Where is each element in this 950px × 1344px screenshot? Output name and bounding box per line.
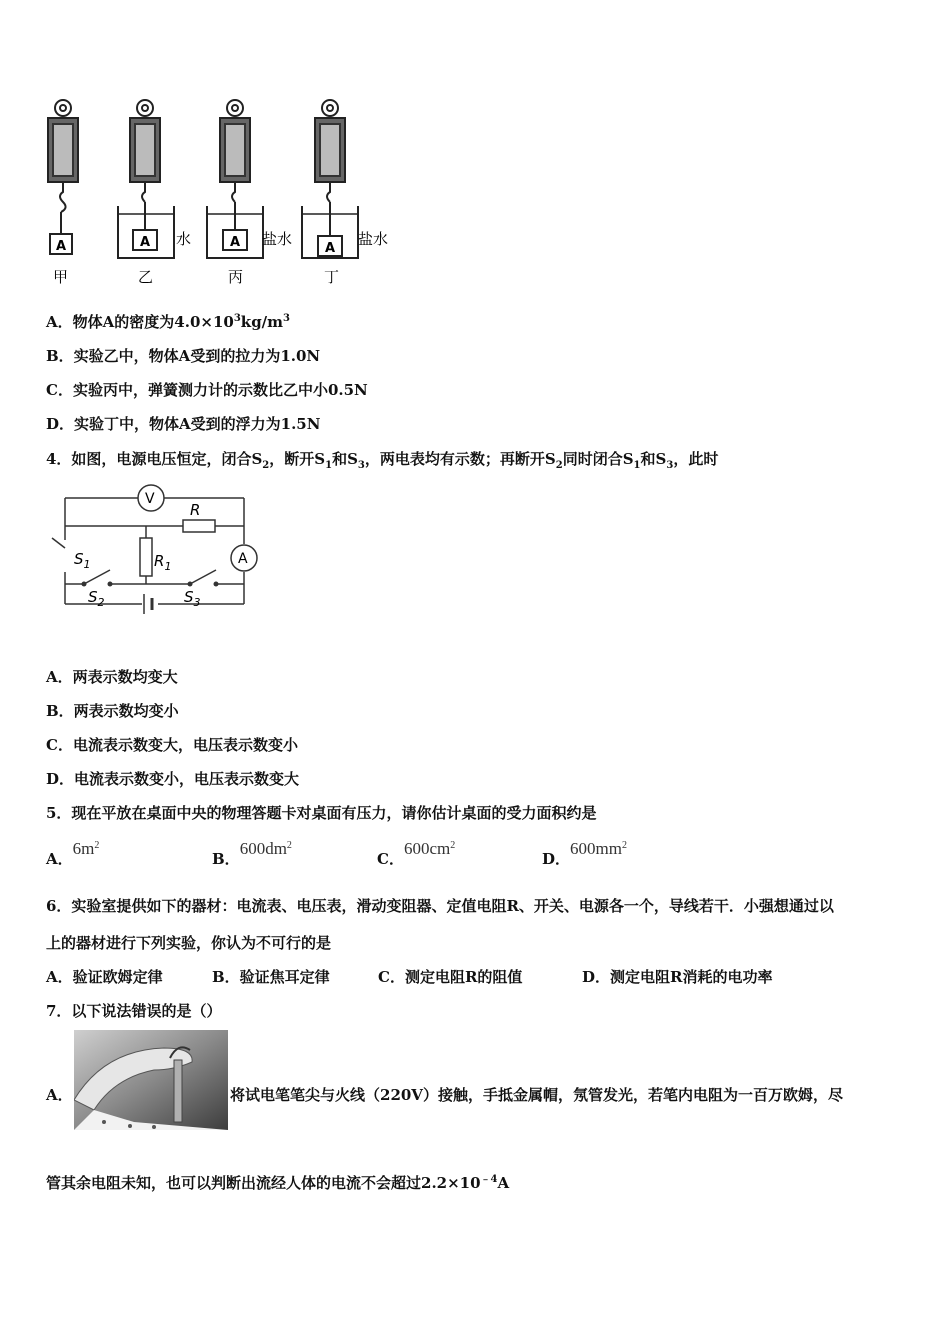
q6-option-a: A．验证欧姆定律 <box>46 968 163 986</box>
caption-bing: 丙 <box>228 268 244 286</box>
switch-s2-label: $S_2$ <box>88 588 105 609</box>
q4-option-a: A．两表示数均变大 <box>46 668 178 686</box>
q4-option-c: C．电流表示数变大，电压表示数变小 <box>46 736 298 754</box>
caption-yi: 乙 <box>138 268 154 286</box>
circuit-diagram <box>40 482 270 632</box>
switch-s3-label: $S_3$ <box>184 588 201 609</box>
q3-option-d: D．实验丁中，物体A受到的浮力为1.5N <box>46 415 321 433</box>
q6-stem-line2: 上的器材进行下列实验，你认为不可行的是 <box>46 934 332 952</box>
q7-stem: 7．以下说法错误的是（） <box>46 1002 222 1020</box>
q7-option-a-text2: 管其余电阻未知，也可以判断出流经人体的电流不会超过$2.2\times 10^{﹣4}A$ <box>46 1174 510 1192</box>
voltmeter-label: V <box>145 491 155 507</box>
q5-stem: 5．现在平放在桌面中央的物理答题卡对桌面有压力，请你估计桌面的受力面积约是 <box>46 804 597 822</box>
q5-option-b: B．$600dm^2$ <box>212 839 292 868</box>
scale-ding <box>302 100 358 258</box>
ammeter-label: A <box>238 551 248 567</box>
q4-stem: 4．如图，电源电压恒定，闭合$S_2$，断开$S_1$和$S_3$，两电表均有示数；再断开$S_2$同时闭合$S_1$和$S_3$，此时 <box>46 450 719 471</box>
liquid-yi: 水 <box>176 230 192 248</box>
box-label-yi: A <box>140 235 151 250</box>
q3-option-a: A．物体A的密度为$4.0\times 10^3kg/m^3$ <box>46 313 290 331</box>
q6-option-d: D．测定电阻R消耗的电功率 <box>582 968 773 986</box>
q4-option-b: B．两表示数均变小 <box>46 702 179 720</box>
resistor-r1-label: $R_1$ <box>154 552 172 573</box>
switch-s1-label: $S_1$ <box>74 550 91 571</box>
q4-option-d: D．电流表示数变小，电压表示数变大 <box>46 770 300 788</box>
spring-scale-figure <box>40 96 400 292</box>
scale-jia <box>48 100 78 254</box>
q6-option-c: C．测定电阻R的阻值 <box>378 968 523 986</box>
q5-option-d: D．$600mm^2$ <box>542 839 627 868</box>
q3-option-c: C．实验丙中，弹簧测力计的示数比乙中小0.5N <box>46 381 368 399</box>
caption-jia: 甲 <box>53 268 69 286</box>
q3-option-b: B．实验乙中，物体A受到的拉力为1.0N <box>46 347 321 365</box>
liquid-ding: 盐水 <box>358 230 389 248</box>
resistor-r-label: R <box>190 501 201 519</box>
box-label-bing: A <box>230 235 241 250</box>
liquid-bing: 盐水 <box>262 230 293 248</box>
box-label-ding: A <box>325 241 336 256</box>
box-label-jia: A <box>56 239 67 254</box>
caption-ding: 丁 <box>324 268 340 286</box>
q6-stem-line1: 6．实验室提供如下的器材：电流表、电压表，滑动变阻器、定值电阻R、开关、电源各一个，导线若干．小强想通过以 <box>46 897 834 915</box>
q7-option-a-letter: A． <box>46 1086 73 1104</box>
test-pen-photo <box>74 1030 228 1130</box>
q5-option-c: C．$600cm^2$ <box>377 839 456 868</box>
q6-option-b: B．验证焦耳定律 <box>212 968 330 986</box>
q7-option-a-text1: 将试电笔笔尖与火线（220V）接触，手抵金属帽，氖管发光，若笔内电阻为一百万欧姆，尽 <box>230 1086 843 1104</box>
q5-option-a: A．$6m^2$ <box>46 839 100 868</box>
